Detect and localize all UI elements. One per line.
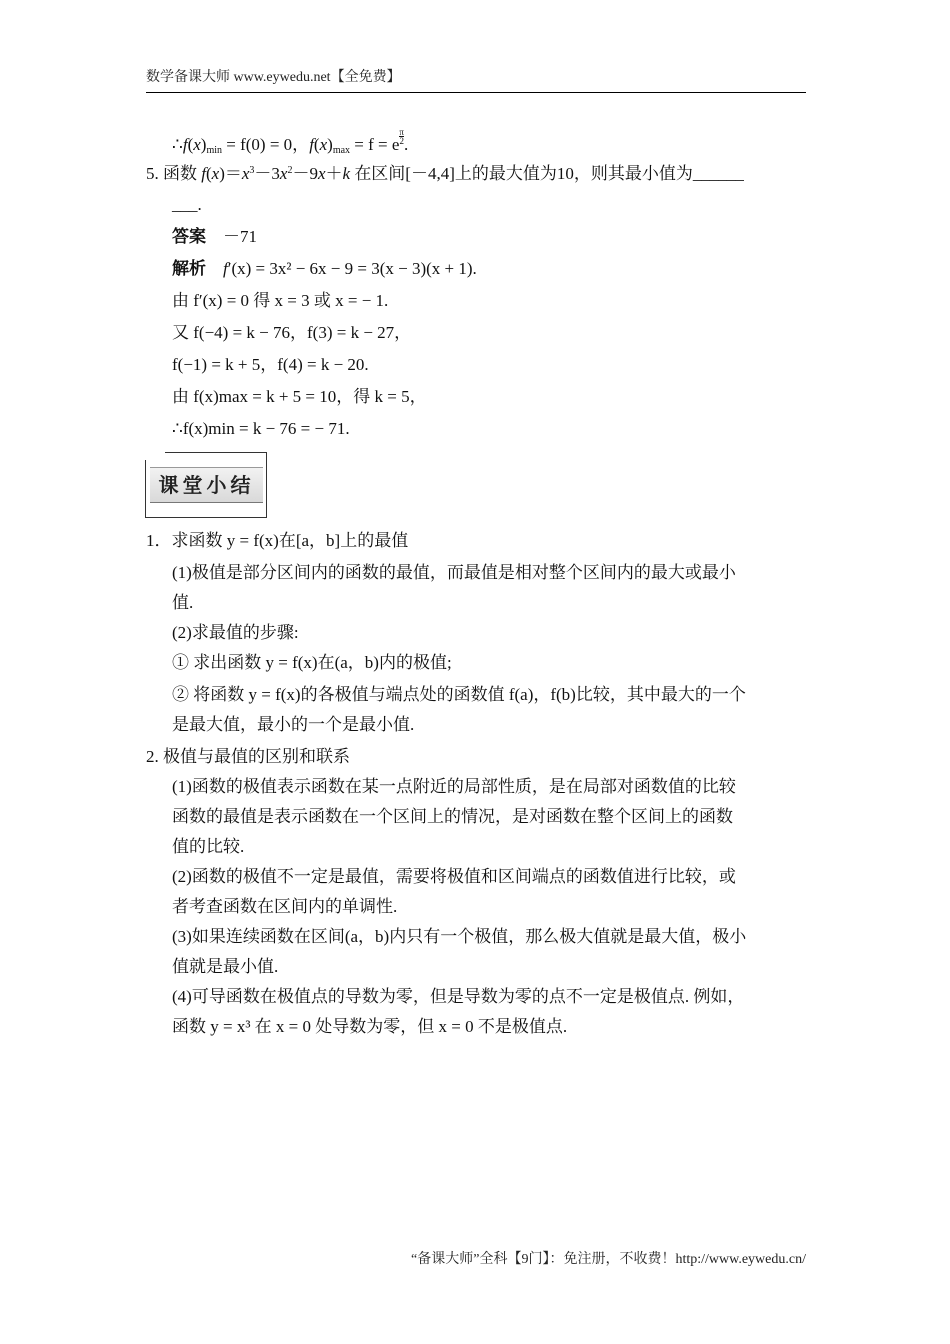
prev-result-line: $\therefore f(x)_{min} = f(0) = 0$，$f(x)_{max} = f = e$ $\frac{\pi}{2}$ . bbox=[172, 127, 409, 156]
summary-2-text-b1: (2)函数的极值不一定是最值，需要将极值和区间端点的函数值进行比较，或 bbox=[172, 867, 736, 886]
summary-2-text-a1: (1)函数的极值表示函数在某一点附近的局部性质，是在局部对函数值的比较 bbox=[172, 777, 736, 796]
section-title: 课堂小结 bbox=[150, 467, 263, 503]
summary-2-text-b2: 者考查函数在区间内的单调性. bbox=[172, 897, 398, 916]
answer-value: －71 bbox=[223, 227, 257, 246]
question-prefix: 函数 bbox=[163, 164, 197, 183]
derivative-equation: (x) = 3x² − 6x − 9 = 3(x − 3)(x + 1). bbox=[231, 259, 477, 278]
summary-point-1-title: 1．求函数 y = f(x)在[a，b]上的最值 bbox=[146, 531, 409, 550]
pi-over-2-fraction: $\frac{\pi}{2}$ bbox=[399, 127, 404, 146]
summary-1-text-c: ① 求出函数 y = f(x)在(a，b)内的极值; bbox=[172, 653, 452, 672]
summary-2-text-d2: 函数 y = x³ 在 x = 0 处导数为零，但 x = 0 不是极值点. bbox=[172, 1017, 568, 1036]
analysis-line-3: 又 f(−4) = k − 76，f(3) = k − 27， bbox=[172, 323, 412, 342]
summary-2-text-a2: 函数的最值是表示函数在一个区间上的情况，是对函数在整个区间上的函数 bbox=[172, 807, 733, 826]
therefore-symbol: ∴ bbox=[172, 135, 183, 154]
section-badge bbox=[145, 452, 267, 518]
analysis-line-4: f(−1) = k + 5，f(4) = k − 20. bbox=[172, 355, 369, 374]
page-header: 数学备课大师 www.eywedu.net【全免费】 bbox=[146, 66, 806, 93]
analysis-line-2: 由 f′(x) = 0 得 x = 3 或 x = − 1. bbox=[172, 291, 389, 310]
page-footer: “备课大师”全科【9门】：免注册，不收费！http://www.eywedu.cn/ bbox=[411, 1252, 806, 1267]
question-5: 5. 函数 $f(x)=x^3-3x^2-9x+k$ 在区间[－4,4]上的最大值为10，则其最小值为______ bbox=[146, 164, 744, 183]
analysis-line-1: 解析 f′(x) = 3x² − 6x − 9 = 3(x − 3)(x + 1). bbox=[172, 259, 477, 278]
summary-1-text-d2: 是最大值，最小的一个是最小值. bbox=[172, 715, 415, 734]
summary-1-text-a2: 值. bbox=[172, 593, 194, 612]
summary-1-text-a1: (1)极值是部分区间内的函数的最值，而最值是相对整个区间内的最大或最小 bbox=[172, 563, 736, 582]
summary-2-text-a3: 值的比较. bbox=[172, 837, 245, 856]
summary-point-2-title: 2. 极值与最值的区别和联系 bbox=[146, 747, 350, 766]
summary-1-text-b: (2)求最值的步骤: bbox=[172, 623, 299, 642]
summary-1-text-d1: ② 将函数 y = f(x)的各极值与端点处的函数值 f(a)，f(b)比较，其中最大的一个 bbox=[172, 685, 746, 704]
answer-line bbox=[172, 226, 257, 248]
question-number: 5. bbox=[146, 164, 159, 183]
analysis-label: 解析 bbox=[172, 259, 206, 278]
summary-2-text-c2: 值就是最小值. bbox=[172, 957, 279, 976]
max-equation: = f = e bbox=[354, 135, 400, 154]
question-5-blank-tail: ___. bbox=[172, 195, 202, 214]
analysis-line-5: 由 f(x)max = k + 5 = 10，得 k = 5， bbox=[172, 387, 427, 406]
min-equation: = f(0) = 0， bbox=[226, 135, 310, 154]
summary-2-text-d1: (4)可导函数在极值点的导数为零，但是导数为零的点不一定是极值点. 例如， bbox=[172, 987, 745, 1006]
summary-2-text-c1: (3)如果连续函数在区间(a，b)内只有一个极值，那么极大值就是最大值，极小 bbox=[172, 927, 747, 946]
analysis-line-6: ∴f(x)min = k − 76 = − 71. bbox=[172, 419, 350, 438]
answer-label: 答案 bbox=[172, 227, 206, 246]
question-body: 在区间[－4,4]上的最大值为10，则其最小值为______ bbox=[354, 164, 744, 183]
